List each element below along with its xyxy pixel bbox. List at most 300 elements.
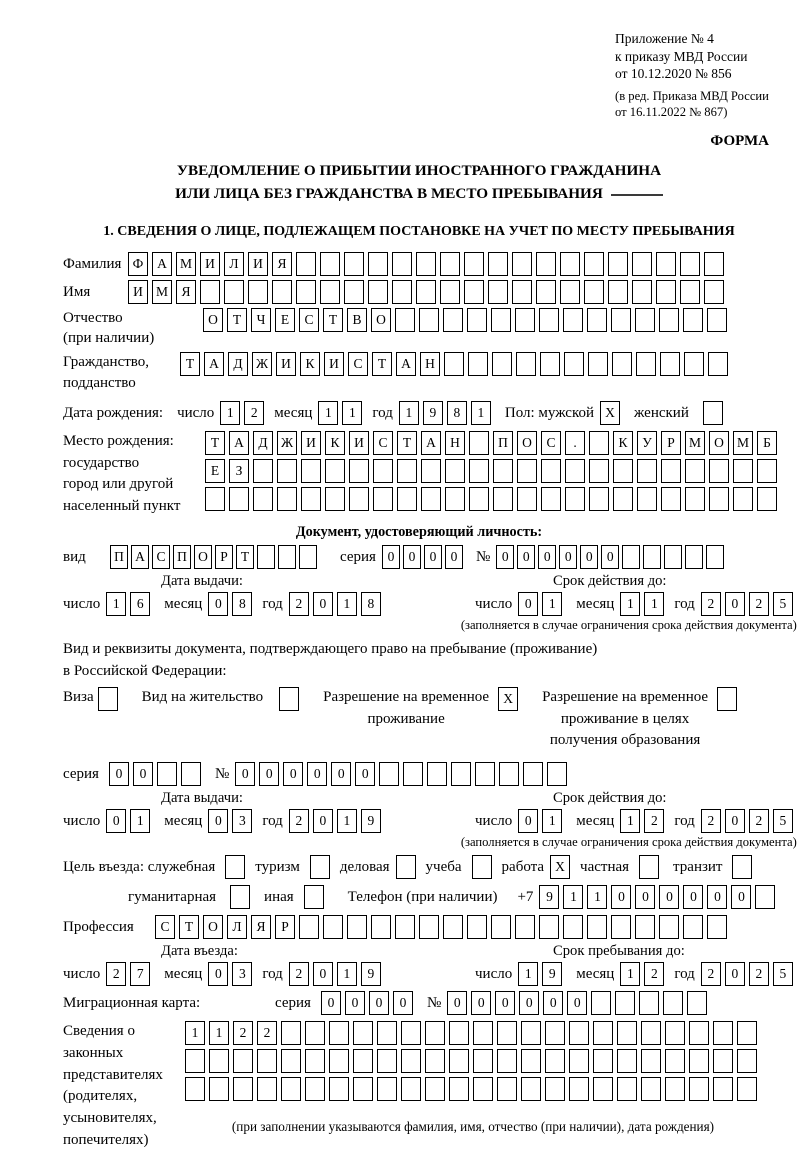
rvp-checkbox[interactable]: X xyxy=(498,687,518,711)
doc-type-cell[interactable]: Т xyxy=(236,545,254,569)
guardians-cell[interactable] xyxy=(425,1049,445,1073)
profession-cell[interactable] xyxy=(299,915,319,939)
guardians-cell[interactable] xyxy=(593,1077,613,1101)
birthplace-cell[interactable] xyxy=(205,487,225,511)
guardians-cell[interactable] xyxy=(713,1049,733,1073)
birthplace-cell[interactable]: О xyxy=(709,431,729,455)
citizenship-cell[interactable] xyxy=(684,352,704,376)
guardians-cell[interactable] xyxy=(593,1021,613,1045)
citizenship-cell[interactable] xyxy=(468,352,488,376)
surname-cell[interactable] xyxy=(392,252,412,276)
birthplace-cell[interactable] xyxy=(757,459,777,483)
migration-seria-cell[interactable]: 0 xyxy=(369,991,389,1015)
guardians-cell[interactable] xyxy=(329,1049,349,1073)
birthplace-cell[interactable] xyxy=(493,459,513,483)
birthplace-cell[interactable] xyxy=(709,487,729,511)
guardians-cell[interactable] xyxy=(737,1021,757,1045)
doc-valid-year-cell[interactable]: 2 xyxy=(749,592,769,616)
doc-seria-cell[interactable]: 0 xyxy=(382,545,400,569)
profession-cell[interactable] xyxy=(563,915,583,939)
private-checkbox[interactable] xyxy=(639,855,659,879)
guardians-cell[interactable]: 2 xyxy=(233,1021,253,1045)
phone-cell[interactable]: 1 xyxy=(587,885,607,909)
birthplace-cell[interactable] xyxy=(589,487,609,511)
birthplace-cell[interactable]: О xyxy=(517,431,537,455)
doc-number-cell[interactable]: 0 xyxy=(601,545,619,569)
birthplace-cell[interactable] xyxy=(613,459,633,483)
phone-cell[interactable]: 0 xyxy=(635,885,655,909)
humanitarian-checkbox[interactable] xyxy=(230,885,250,909)
doc-number-cell[interactable]: 0 xyxy=(580,545,598,569)
birthplace-cell[interactable] xyxy=(517,487,537,511)
business-checkbox[interactable] xyxy=(396,855,416,879)
guardians-cell[interactable] xyxy=(737,1049,757,1073)
surname-cell[interactable] xyxy=(296,252,316,276)
birthplace-cell[interactable] xyxy=(277,487,297,511)
guardians-cell[interactable] xyxy=(665,1021,685,1045)
doc-number-cell[interactable]: 0 xyxy=(559,545,577,569)
patronymic-cell[interactable] xyxy=(659,308,679,332)
name-cell[interactable] xyxy=(560,280,580,304)
doc-issue-day-cell[interactable]: 6 xyxy=(130,592,150,616)
permit-seria-cell[interactable]: 0 xyxy=(133,762,153,786)
doc-type-cell[interactable]: П xyxy=(173,545,191,569)
migration-number-cell[interactable] xyxy=(663,991,683,1015)
patronymic-cell[interactable]: В xyxy=(347,308,367,332)
birthplace-cell[interactable] xyxy=(397,459,417,483)
doc-valid-month-cell[interactable]: 1 xyxy=(620,592,640,616)
guardians-cell[interactable] xyxy=(689,1049,709,1073)
permit-valid-year-cell[interactable]: 2 xyxy=(701,809,721,833)
birthplace-cell[interactable] xyxy=(661,487,681,511)
profession-cell[interactable] xyxy=(515,915,535,939)
surname-cell[interactable] xyxy=(344,252,364,276)
doc-valid-month-cell[interactable]: 1 xyxy=(644,592,664,616)
doc-issue-day-cell[interactable]: 1 xyxy=(106,592,126,616)
guardians-cell[interactable] xyxy=(473,1049,493,1073)
guardians-cell[interactable] xyxy=(257,1077,277,1101)
doc-type-cell[interactable] xyxy=(257,545,275,569)
profession-cell[interactable] xyxy=(539,915,559,939)
permit-issue-year-cell[interactable]: 1 xyxy=(337,809,357,833)
guardians-cell[interactable] xyxy=(713,1021,733,1045)
profession-cell[interactable] xyxy=(611,915,631,939)
profession-cell[interactable]: Я xyxy=(251,915,271,939)
doc-seria-cell[interactable]: 0 xyxy=(403,545,421,569)
doc-issue-year-cell[interactable]: 2 xyxy=(289,592,309,616)
profession-cell[interactable] xyxy=(443,915,463,939)
surname-cell[interactable] xyxy=(608,252,628,276)
name-cell[interactable] xyxy=(632,280,652,304)
birthplace-cell[interactable] xyxy=(565,459,585,483)
patronymic-cell[interactable] xyxy=(443,308,463,332)
migration-number-cell[interactable]: 0 xyxy=(471,991,491,1015)
surname-cell[interactable] xyxy=(320,252,340,276)
guardians-cell[interactable] xyxy=(281,1077,301,1101)
visa-checkbox[interactable] xyxy=(98,687,118,711)
birth-year-cell[interactable]: 9 xyxy=(423,401,443,425)
guardians-cell[interactable] xyxy=(329,1077,349,1101)
guardians-cell[interactable] xyxy=(497,1021,517,1045)
birthplace-cell[interactable]: Т xyxy=(397,431,417,455)
birthplace-cell[interactable] xyxy=(685,459,705,483)
birthplace-cell[interactable] xyxy=(733,459,753,483)
birthplace-cell[interactable] xyxy=(637,459,657,483)
patronymic-cell[interactable] xyxy=(611,308,631,332)
citizenship-cell[interactable]: А xyxy=(396,352,416,376)
birthplace-cell[interactable] xyxy=(349,459,369,483)
patronymic-cell[interactable] xyxy=(635,308,655,332)
stay-month-cell[interactable]: 1 xyxy=(620,962,640,986)
birthplace-cell[interactable] xyxy=(325,487,345,511)
birthplace-cell[interactable]: Р xyxy=(661,431,681,455)
phone-cell[interactable]: 0 xyxy=(707,885,727,909)
surname-cell[interactable] xyxy=(680,252,700,276)
doc-type-cell[interactable]: С xyxy=(152,545,170,569)
birthplace-cell[interactable] xyxy=(589,431,609,455)
birthplace-cell[interactable] xyxy=(253,487,273,511)
surname-cell[interactable] xyxy=(560,252,580,276)
birthplace-cell[interactable]: Т xyxy=(205,431,225,455)
sex-female-checkbox[interactable] xyxy=(703,401,723,425)
migration-number-cell[interactable]: 0 xyxy=(543,991,563,1015)
citizenship-cell[interactable] xyxy=(564,352,584,376)
birthplace-cell[interactable] xyxy=(637,487,657,511)
doc-number-cell[interactable] xyxy=(685,545,703,569)
entry-day-cell[interactable]: 7 xyxy=(130,962,150,986)
permit-valid-year-cell[interactable]: 2 xyxy=(749,809,769,833)
profession-cell[interactable] xyxy=(395,915,415,939)
birth-year-cell[interactable]: 8 xyxy=(447,401,467,425)
patronymic-cell[interactable] xyxy=(707,308,727,332)
name-cell[interactable] xyxy=(536,280,556,304)
birthplace-cell[interactable] xyxy=(349,487,369,511)
stay-year-cell[interactable]: 5 xyxy=(773,962,793,986)
doc-valid-year-cell[interactable]: 0 xyxy=(725,592,745,616)
name-cell[interactable] xyxy=(416,280,436,304)
profession-cell[interactable]: Л xyxy=(227,915,247,939)
guardians-cell[interactable] xyxy=(185,1049,205,1073)
name-cell[interactable] xyxy=(200,280,220,304)
birthplace-cell[interactable]: З xyxy=(229,459,249,483)
permit-valid-year-cell[interactable]: 0 xyxy=(725,809,745,833)
birthplace-cell[interactable] xyxy=(253,459,273,483)
permit-number-cell[interactable] xyxy=(499,762,519,786)
birthplace-cell[interactable] xyxy=(277,459,297,483)
birthplace-cell[interactable] xyxy=(469,459,489,483)
doc-number-cell[interactable]: 0 xyxy=(496,545,514,569)
permit-seria-cell[interactable] xyxy=(181,762,201,786)
birthplace-cell[interactable] xyxy=(517,459,537,483)
profession-cell[interactable] xyxy=(587,915,607,939)
doc-type-cell[interactable]: Р xyxy=(215,545,233,569)
birthplace-cell[interactable] xyxy=(709,459,729,483)
patronymic-cell[interactable] xyxy=(515,308,535,332)
stay-month-cell[interactable]: 2 xyxy=(644,962,664,986)
birthplace-cell[interactable]: Е xyxy=(205,459,225,483)
guardians-cell[interactable] xyxy=(305,1077,325,1101)
stay-year-cell[interactable]: 2 xyxy=(749,962,769,986)
surname-cell[interactable] xyxy=(464,252,484,276)
entry-month-cell[interactable]: 0 xyxy=(208,962,228,986)
guardians-cell[interactable] xyxy=(377,1049,397,1073)
birth-month-cell[interactable]: 1 xyxy=(342,401,362,425)
guardians-cell[interactable] xyxy=(641,1077,661,1101)
citizenship-cell[interactable]: Ж xyxy=(252,352,272,376)
permit-valid-day-cell[interactable]: 0 xyxy=(518,809,538,833)
guardians-cell[interactable] xyxy=(641,1021,661,1045)
surname-cell[interactable]: М xyxy=(176,252,196,276)
profession-cell[interactable]: Р xyxy=(275,915,295,939)
citizenship-cell[interactable]: К xyxy=(300,352,320,376)
guardians-cell[interactable] xyxy=(377,1021,397,1045)
entry-month-cell[interactable]: 3 xyxy=(232,962,252,986)
name-cell[interactable] xyxy=(584,280,604,304)
patronymic-cell[interactable] xyxy=(395,308,415,332)
birthplace-cell[interactable]: М xyxy=(685,431,705,455)
name-cell[interactable] xyxy=(272,280,292,304)
phone-cell[interactable]: 0 xyxy=(611,885,631,909)
birthplace-cell[interactable]: К xyxy=(613,431,633,455)
surname-cell[interactable] xyxy=(536,252,556,276)
guardians-cell[interactable]: 1 xyxy=(185,1021,205,1045)
name-cell[interactable] xyxy=(704,280,724,304)
doc-valid-day-cell[interactable]: 1 xyxy=(542,592,562,616)
guardians-cell[interactable] xyxy=(377,1077,397,1101)
stay-day-cell[interactable]: 9 xyxy=(542,962,562,986)
guardians-cell[interactable] xyxy=(665,1077,685,1101)
other-checkbox[interactable] xyxy=(304,885,324,909)
entry-year-cell[interactable]: 1 xyxy=(337,962,357,986)
permit-number-cell[interactable]: 0 xyxy=(307,762,327,786)
guardians-cell[interactable] xyxy=(353,1049,373,1073)
birthplace-cell[interactable]: . xyxy=(565,431,585,455)
patronymic-cell[interactable] xyxy=(539,308,559,332)
guardians-cell[interactable] xyxy=(617,1021,637,1045)
profession-cell[interactable]: С xyxy=(155,915,175,939)
doc-issue-year-cell[interactable]: 8 xyxy=(361,592,381,616)
birthplace-cell[interactable] xyxy=(301,487,321,511)
permit-valid-year-cell[interactable]: 5 xyxy=(773,809,793,833)
permit-number-cell[interactable] xyxy=(427,762,447,786)
guardians-cell[interactable] xyxy=(449,1077,469,1101)
guardians-cell[interactable] xyxy=(473,1021,493,1045)
name-cell[interactable] xyxy=(344,280,364,304)
name-cell[interactable] xyxy=(680,280,700,304)
guardians-cell[interactable] xyxy=(569,1049,589,1073)
guardians-cell[interactable] xyxy=(401,1049,421,1073)
patronymic-cell[interactable]: Т xyxy=(323,308,343,332)
guardians-cell[interactable] xyxy=(473,1077,493,1101)
doc-number-cell[interactable] xyxy=(622,545,640,569)
doc-issue-month-cell[interactable]: 8 xyxy=(232,592,252,616)
doc-type-cell[interactable]: А xyxy=(131,545,149,569)
birthplace-cell[interactable]: У xyxy=(637,431,657,455)
permit-issue-day-cell[interactable]: 0 xyxy=(106,809,126,833)
name-cell[interactable] xyxy=(488,280,508,304)
profession-cell[interactable] xyxy=(323,915,343,939)
doc-type-cell[interactable] xyxy=(299,545,317,569)
migration-number-cell[interactable] xyxy=(615,991,635,1015)
guardians-cell[interactable] xyxy=(233,1049,253,1073)
permit-issue-month-cell[interactable]: 3 xyxy=(232,809,252,833)
guardians-cell[interactable] xyxy=(641,1049,661,1073)
entry-year-cell[interactable]: 2 xyxy=(289,962,309,986)
surname-cell[interactable] xyxy=(584,252,604,276)
birthplace-cell[interactable] xyxy=(325,459,345,483)
birthplace-cell[interactable] xyxy=(589,459,609,483)
birthplace-cell[interactable]: И xyxy=(301,431,321,455)
citizenship-cell[interactable]: Н xyxy=(420,352,440,376)
surname-cell[interactable] xyxy=(512,252,532,276)
name-cell[interactable]: Я xyxy=(176,280,196,304)
birthplace-cell[interactable]: Д xyxy=(253,431,273,455)
guardians-cell[interactable] xyxy=(401,1077,421,1101)
work-checkbox[interactable]: X xyxy=(550,855,570,879)
birthplace-cell[interactable] xyxy=(469,487,489,511)
guardians-cell[interactable] xyxy=(185,1077,205,1101)
permit-number-cell[interactable] xyxy=(451,762,471,786)
patronymic-cell[interactable]: Ч xyxy=(251,308,271,332)
permit-issue-year-cell[interactable]: 0 xyxy=(313,809,333,833)
birthplace-cell[interactable] xyxy=(445,459,465,483)
guardians-cell[interactable] xyxy=(305,1021,325,1045)
name-cell[interactable] xyxy=(368,280,388,304)
patronymic-cell[interactable] xyxy=(587,308,607,332)
birth-year-cell[interactable]: 1 xyxy=(399,401,419,425)
guardians-cell[interactable] xyxy=(257,1049,277,1073)
name-cell[interactable] xyxy=(464,280,484,304)
patronymic-cell[interactable] xyxy=(419,308,439,332)
guardians-cell[interactable] xyxy=(521,1077,541,1101)
birthplace-cell[interactable] xyxy=(757,487,777,511)
stay-year-cell[interactable]: 2 xyxy=(701,962,721,986)
migration-seria-cell[interactable]: 0 xyxy=(393,991,413,1015)
permit-valid-day-cell[interactable]: 1 xyxy=(542,809,562,833)
doc-number-cell[interactable] xyxy=(664,545,682,569)
permit-number-cell[interactable] xyxy=(403,762,423,786)
sex-male-checkbox[interactable]: X xyxy=(600,401,620,425)
permit-number-cell[interactable] xyxy=(379,762,399,786)
migration-number-cell[interactable]: 0 xyxy=(447,991,467,1015)
guardians-cell[interactable] xyxy=(689,1021,709,1045)
patronymic-cell[interactable]: О xyxy=(203,308,223,332)
phone-cell[interactable]: 0 xyxy=(659,885,679,909)
permit-number-cell[interactable]: 0 xyxy=(259,762,279,786)
patronymic-cell[interactable] xyxy=(563,308,583,332)
birthplace-cell[interactable] xyxy=(685,487,705,511)
citizenship-cell[interactable]: А xyxy=(204,352,224,376)
patronymic-cell[interactable]: Т xyxy=(227,308,247,332)
profession-cell[interactable] xyxy=(419,915,439,939)
official-checkbox[interactable] xyxy=(225,855,245,879)
doc-valid-year-cell[interactable]: 5 xyxy=(773,592,793,616)
permit-number-cell[interactable]: 0 xyxy=(331,762,351,786)
surname-cell[interactable] xyxy=(440,252,460,276)
citizenship-cell[interactable]: Т xyxy=(180,352,200,376)
citizenship-cell[interactable]: И xyxy=(276,352,296,376)
guardians-cell[interactable] xyxy=(521,1021,541,1045)
entry-year-cell[interactable]: 0 xyxy=(313,962,333,986)
citizenship-cell[interactable] xyxy=(516,352,536,376)
doc-type-cell[interactable]: П xyxy=(110,545,128,569)
guardians-cell[interactable] xyxy=(305,1049,325,1073)
birthplace-cell[interactable] xyxy=(565,487,585,511)
birthplace-cell[interactable]: А xyxy=(421,431,441,455)
guardians-cell[interactable] xyxy=(521,1049,541,1073)
citizenship-cell[interactable]: И xyxy=(324,352,344,376)
surname-cell[interactable]: И xyxy=(200,252,220,276)
doc-valid-day-cell[interactable]: 0 xyxy=(518,592,538,616)
guardians-cell[interactable] xyxy=(353,1021,373,1045)
name-cell[interactable] xyxy=(440,280,460,304)
guardians-cell[interactable] xyxy=(569,1021,589,1045)
doc-number-cell[interactable]: 0 xyxy=(538,545,556,569)
birthplace-cell[interactable]: С xyxy=(373,431,393,455)
doc-number-cell[interactable] xyxy=(706,545,724,569)
phone-cell[interactable]: 1 xyxy=(563,885,583,909)
birth-month-cell[interactable]: 1 xyxy=(318,401,338,425)
citizenship-cell[interactable] xyxy=(636,352,656,376)
birthplace-cell[interactable] xyxy=(397,487,417,511)
guardians-cell[interactable] xyxy=(497,1077,517,1101)
birthplace-cell[interactable] xyxy=(301,459,321,483)
permit-number-cell[interactable]: 0 xyxy=(235,762,255,786)
surname-cell[interactable]: Л xyxy=(224,252,244,276)
guardians-cell[interactable] xyxy=(281,1021,301,1045)
guardians-cell[interactable] xyxy=(569,1077,589,1101)
name-cell[interactable] xyxy=(608,280,628,304)
profession-cell[interactable] xyxy=(467,915,487,939)
guardians-cell[interactable] xyxy=(233,1077,253,1101)
profession-cell[interactable] xyxy=(347,915,367,939)
migration-number-cell[interactable] xyxy=(639,991,659,1015)
entry-year-cell[interactable]: 9 xyxy=(361,962,381,986)
transit-checkbox[interactable] xyxy=(732,855,752,879)
phone-cell[interactable]: 0 xyxy=(683,885,703,909)
phone-cell[interactable] xyxy=(755,885,775,909)
surname-cell[interactable]: Ф xyxy=(128,252,148,276)
permit-valid-month-cell[interactable]: 2 xyxy=(644,809,664,833)
permit-number-cell[interactable] xyxy=(547,762,567,786)
migration-number-cell[interactable]: 0 xyxy=(495,991,515,1015)
profession-cell[interactable] xyxy=(491,915,511,939)
citizenship-cell[interactable] xyxy=(492,352,512,376)
guardians-cell[interactable]: 2 xyxy=(257,1021,277,1045)
birthplace-cell[interactable] xyxy=(541,459,561,483)
birthplace-cell[interactable] xyxy=(733,487,753,511)
birthplace-cell[interactable]: И xyxy=(349,431,369,455)
guardians-cell[interactable] xyxy=(617,1077,637,1101)
birthplace-cell[interactable] xyxy=(229,487,249,511)
patronymic-cell[interactable]: С xyxy=(299,308,319,332)
birthplace-cell[interactable]: К xyxy=(325,431,345,455)
vnj-checkbox[interactable] xyxy=(279,687,299,711)
surname-cell[interactable] xyxy=(704,252,724,276)
migration-seria-cell[interactable]: 0 xyxy=(321,991,341,1015)
guardians-cell[interactable] xyxy=(545,1049,565,1073)
doc-type-cell[interactable] xyxy=(278,545,296,569)
permit-number-cell[interactable] xyxy=(523,762,543,786)
surname-cell[interactable] xyxy=(416,252,436,276)
name-cell[interactable]: И xyxy=(128,280,148,304)
permit-number-cell[interactable]: 0 xyxy=(355,762,375,786)
guardians-cell[interactable] xyxy=(737,1077,757,1101)
guardians-cell[interactable] xyxy=(713,1077,733,1101)
guardians-cell[interactable] xyxy=(329,1021,349,1045)
birthplace-cell[interactable] xyxy=(469,431,489,455)
name-cell[interactable] xyxy=(320,280,340,304)
